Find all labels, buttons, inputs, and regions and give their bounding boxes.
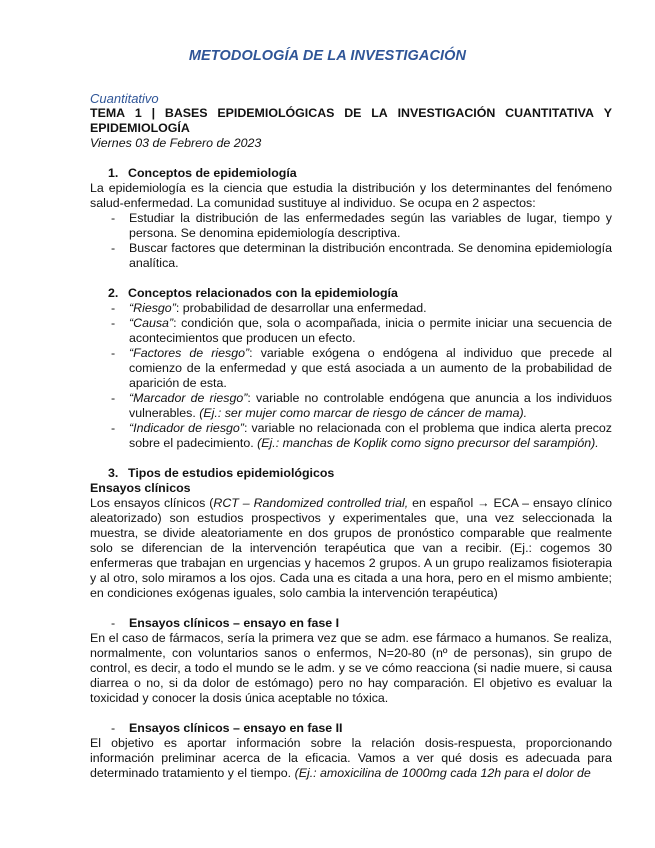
section-heading: 1. Conceptos de epidemiología (108, 166, 297, 180)
example: (Ej.: ser mujer como marcar de riesgo de cáncer de mama). (199, 406, 528, 420)
list-item: - “Riesgo”: probabilidad de desarrollar una enfermedad. (111, 301, 427, 315)
dash-bullet: - (111, 721, 116, 735)
dash-bullet: - (111, 346, 116, 360)
term: “Marcador de riesgo” (129, 391, 248, 405)
list-item: - “Causa”: condición que, sola o acompañada, inicia o permite iniciar una secuencia de acontecimientos que producen un efecto. (111, 316, 612, 345)
term: “Riesgo” (129, 301, 176, 315)
bullet-list (90, 301, 612, 451)
list-item: - “Marcador de riesgo”: variable no controlable endógena que anuncia a los individuos vulnerables. (Ej.: ser mujer como marcar de riesgo de cáncer de mama). (111, 391, 612, 420)
topic-word: LA (371, 106, 388, 120)
dash-bullet: - (111, 421, 116, 435)
topic-heading-line2: EPIDEMIOLOGÍA (90, 121, 190, 135)
topic-word: Y (603, 106, 612, 120)
list-item: - Estudiar la distribución de las enfermedades según las variables de lugar, tiempo y persona. Se denomina epidemiología descriptiva. (111, 211, 612, 240)
subsection-heading: - Ensayos clínicos – ensayo en fase I (111, 616, 340, 630)
section-paragraph: El objetivo es aportar información sobre la relación dosis-respuesta, proporcionando información preliminar acerca de la eficacia. Vamos a ver qué dosis es adecuada para determinado tratamiento y el tiempo. (Ej.: amoxicilina de 1000mg cada 12h para el dolor de (90, 736, 612, 780)
topic-word: 1 (134, 106, 142, 120)
topic-heading-line1 (90, 106, 612, 121)
topic-word: EPIDEMIOLÓGICAS (217, 106, 335, 120)
term: “Causa” (129, 316, 174, 330)
example: (Ej.: amoxicilina de 1000mg cada 12h para el dolor de (294, 766, 591, 780)
section-paragraph: En el caso de fármacos, sería la primera vez que se adm. ese fármaco a humanos. Se realiza, normalmente, con voluntarios sanos o enfermos, N=20-80 (nº de personas), sin grupo de control, es decir, a todo el mundo se le adm. y se ve cómo reacciona (si nadie muere, si causa diarrea o no, si da dolor de estómago) pero no hay comparación. El objetivo es evaluar la toxicidad y conocer la dosis única aceptable no tóxica. (90, 631, 612, 705)
section-heading: 2. Conceptos relacionados con la epidemiología (108, 286, 398, 300)
dash-bullet: - (111, 301, 116, 315)
section-paragraph: Los ensayos clínicos (RCT – Randomized controlled trial, en español → ECA – ensayo clínico aleatorizado) son estudios prospectivos y experimentales que, una vez seleccionada la muestra, se divide aleatoriamente en dos grupos de pronóstico comparable que realmente solo se diferencian de la intervención terapéutica que van a recibir. (Ej.: cogemos 30 enfermeras que trabajan en urgencias y hacemos 2 grupos. A un grupo realizamos fisioterapia y al otro, solo miramos a los ojos. Cada una es citada a una hora, pero en el mismo ambiente; en condiciones exógenas iguales, solo cambia la intervención terapéutica) (90, 496, 613, 600)
bullet-list (90, 211, 612, 271)
list-item: - Buscar factores que determinan la distribución encontrada. Se denomina epidemiología analítica. (111, 241, 612, 270)
dash-bullet: - (111, 391, 116, 405)
topic-word: INVESTIGACIÓN (397, 106, 496, 120)
dash-bullet: - (111, 211, 116, 225)
example: (Ej.: manchas de Koplik como signo precursor del sarampión). (257, 436, 599, 450)
topic-word: BASES (164, 106, 208, 120)
dash-bullet: - (111, 241, 116, 255)
subject-label: Cuantitativo (90, 91, 159, 106)
topic-word: CUANTITATIVA (505, 106, 594, 120)
dash-bullet: - (111, 316, 116, 330)
document-title: METODOLOGÍA DE LA INVESTIGACIÓN (188, 48, 467, 64)
topic-heading (90, 106, 612, 136)
list-item: - “Indicador de riesgo”: variable no relacionada con el problema que indica alerta precoz sobre el padecimiento. (Ej.: manchas de Koplik como signo precursor del sarampión). (111, 421, 612, 450)
term: “Indicador de riesgo” (129, 421, 244, 435)
subsection-heading: Ensayos clínicos (90, 481, 191, 495)
subsection-heading: - Ensayos clínicos – ensayo en fase II (111, 721, 343, 735)
list-item: - “Factores de riesgo”: variable exógena o endógena al individuo que precede al comienzo de la enfermedad y que está asociada a un aumento de la probabilidad de aparición de esta. (111, 346, 613, 390)
lecture-date: Viernes 03 de Febrero de 2023 (90, 136, 262, 150)
term: “Factores de riesgo” (129, 346, 250, 360)
section-heading: 3. Tipos de estudios epidemiológicos (108, 466, 335, 480)
dash-bullet: - (111, 616, 116, 630)
topic-word: DE (344, 106, 362, 120)
topic-word: | (151, 106, 156, 120)
section-paragraph: La epidemiología es la ciencia que estudia la distribución y los determinantes del fenómeno salud-enfermedad. La comunidad sustituye al individuo. Se ocupa en 2 aspectos: (90, 181, 612, 210)
topic-word: TEMA (90, 106, 126, 120)
document-body (90, 106, 612, 781)
